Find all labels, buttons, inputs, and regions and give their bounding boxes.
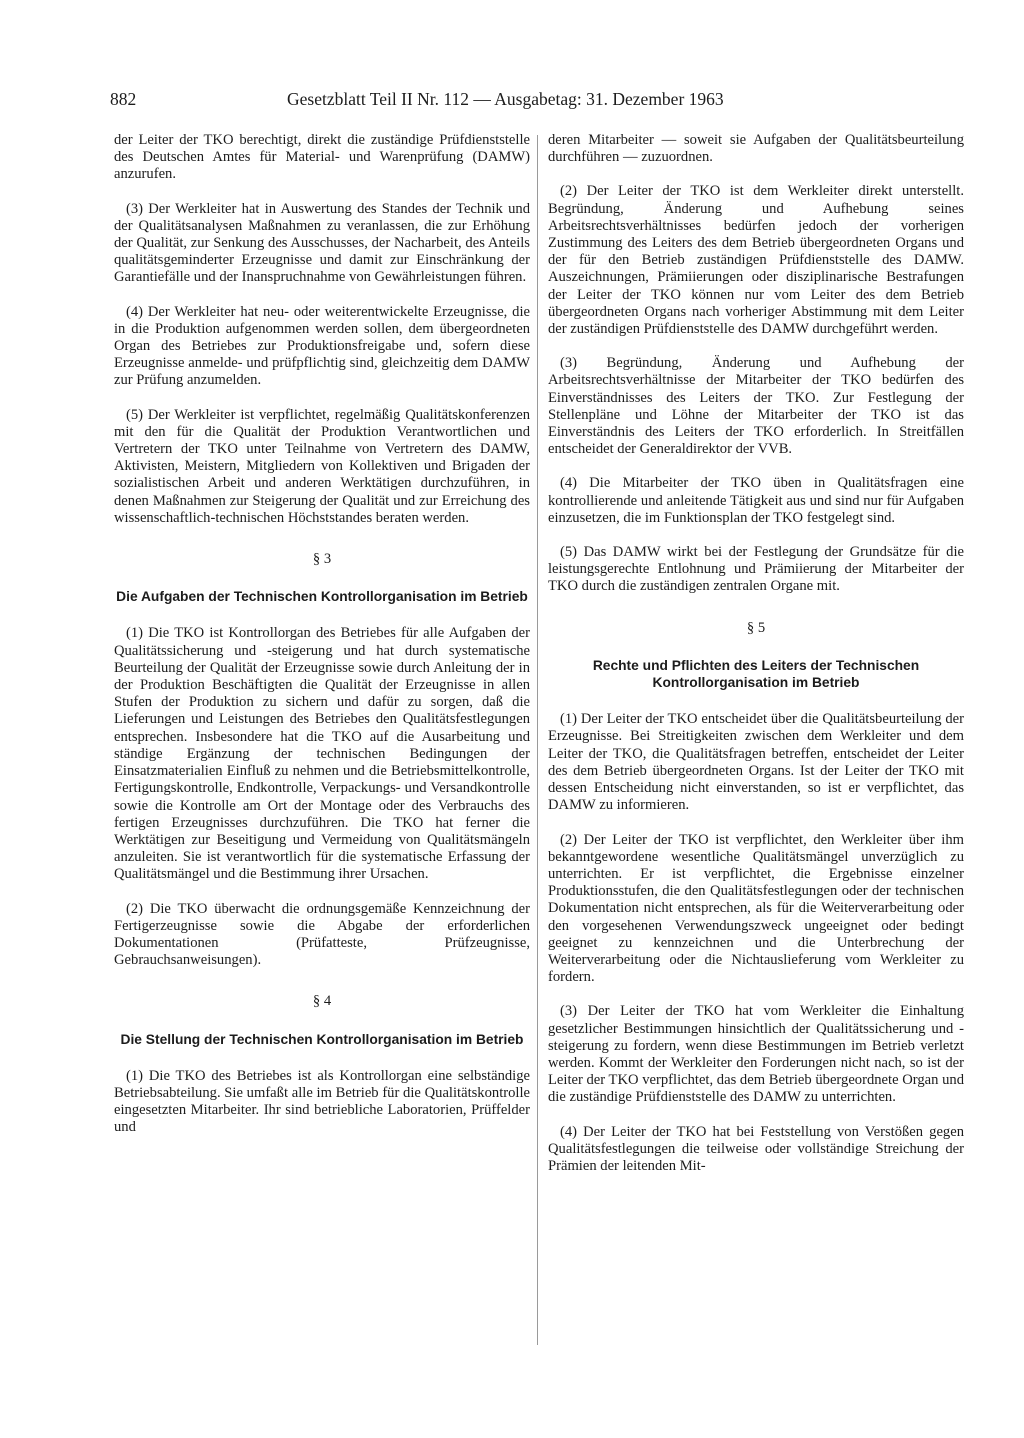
paragraph: (4) Der Leiter der TKO hat bei Feststellung von Verstößen gegen Qualitätsfestlegungen die teilweise oder vollständige Streichung der Prämien der leitenden Mit- xyxy=(548,1123,964,1174)
paragraph: (2) Die TKO überwacht die ordnungsgemäße Kennzeichnung der Fertigerzeugnisse sowie die Abgabe der erforderlichen Dokumentationen (Prüfatteste, Prüfzeugnisse, Gebrauchsanweisungen). xyxy=(114,900,530,969)
section-number: § 4 xyxy=(312,993,332,1010)
paragraph: (3) Der Werkleiter hat in Auswertung des Standes der Technik und der Qualitätsanalysen Maßnahmen zu veranlassen, die zur Erhöhung der Qualität, zur Senkung des Ausschusses, der Nacharbeit, des Anteils qualitätsgeminderter Erzeugnisse und damit zur Einschränkung der Garantiefälle und der Inanspruchnahme von Gewährleistungen führen. xyxy=(114,200,530,286)
paragraph: (3) Begründung, Änderung und Aufhebung der Arbeitsrechtsverhältnisse der Mitarbeiter der TKO bedürfen des Einverständnisses des Leiters der TKO. Zur Festlegung der Stellenpläne und Löhne der Mitarbeiter der TKO ist das Einverständnis des Leiters der TKO erforderlich. In Streitfällen entscheidet der Generaldirektor der VVB. xyxy=(548,355,964,458)
paragraph: deren Mitarbeiter — soweit sie Aufgaben der Qualitätsbeurteilung durchführen — zuzuordnen. xyxy=(548,132,964,166)
paragraph: (5) Das DAMW wirkt bei der Festlegung der Grundsätze für die leistungsgerechte Entlohnung und Prämiierung der Mitarbeiter der TKO durch die zuständigen zentralen Organe mit. xyxy=(548,544,964,595)
paragraph: (2) Der Leiter der TKO ist dem Werkleiter direkt unterstellt. Begründung, Änderung und Aufhebung seines Arbeitsrechtsverhältnisses bedürfen jedoch der vorherigen Zustimmung des Leiters des dem Betrieb übergeordneten Organs und der für den Betrieb zuständigen Prüfdienststelle des DAMW. Auszeichnungen, Prämiierungen oder disziplinarische Bestrafungen der Leiter der TKO können nur vom Leiter des dem Betrieb übergeordneten Organs nach vorheriger Abstimmung mit dem Leiter der zuständigen Prüfdienststelle des DAMW durchgeführt werden. xyxy=(548,183,964,338)
column-divider xyxy=(537,135,538,1345)
paragraph: (5) Der Werkleiter ist verpflichtet, regelmäßig Qualitätskonferenzen mit den für die Qualität der Produktion Verantwortlichen und Vertretern der TKO unter Teilnahme von Vertretern des DAMW, Aktivisten, Meistern, Mitgliedern von Kollektiven und Brigaden der sozialistischen Arbeit und anderen Werktätigen durchzuführen, in denen Maßnahmen zur Steigerung der Qualität und zur Erreichung des wissenschaftlich-technischen Höchststandes beraten werden. xyxy=(114,406,530,526)
paragraph: (1) Die TKO ist Kontrollorgan des Betriebes für alle Aufgaben der Qualitätssicherung und -steigerung und hat durch systematische Beurteilung der Qualität der Erzeugnisse sowie durch Anleitung der in der Produktion Beschäftigten die Qualität der Erzeugnisse in allen Stufen der Produktion zu sichern und dafür zu sorgen, daß die Lieferungen und Leistungen des Betriebes den Qualitätsfestlegungen entsprechen. Insbesondere hat die TKO auf die Ausarbeitung und ständige Ergänzung der technischen Bedingungen der Einsatzmaterialien Einfluß zu nehmen und die Betriebsmittelkontrolle, Fertigungskontrolle, Endkontrolle, Verpackungs- und Versandkontrolle sowie die Kontrolle am Ort der Montage oder des Verbrauchs des fertigen Erzeugnisses durchzuführen. Die TKO hat ferner die Werktätigen zur Beseitigung und Vermeidung von Qualitätsmängeln anzuleiten. Sie ist verantwortlich für die systematische Erfassung der Qualitätsmängel und die Bestimmung ihrer Ursachen. xyxy=(114,625,530,883)
paragraph: (2) Der Leiter der TKO ist verpflichtet, den Werkleiter über ihm bekanntgewordene wesentliche Qualitätsmängel unverzüglich zu unterrichten. Er ist verpflichtet, die Ergebnisse einzelner Produktionsstufen, die den Qualitätsfestlegungen oder der technischen Dokumentation nicht entsprechen, als für die Weiterverarbeitung oder den vorgesehenen Verwendungszweck ungeeignet oder bedingt geeignet zu kennzeichnen und die Unterbrechung der Weiterverarbeitung oder die Nichtauslieferung vom Werkleiter zu fordern. xyxy=(548,831,964,986)
paragraph: (4) Die Mitarbeiter der TKO üben in Qualitätsfragen eine kontrollierende und anleitende Tätigkeit aus und sind nur für Aufgaben einzusetzen, die im Funktionsplan der TKO festgelegt sind. xyxy=(548,475,964,526)
right-column xyxy=(548,132,964,1192)
section-heading: Die Aufgaben der Technischen Kontrollorganisation im Betrieb xyxy=(116,589,528,605)
section-number: § 3 xyxy=(312,551,332,568)
header-title: Gesetzblatt Teil II Nr. 112 — Ausgabetag: 31. Dezember 1963 xyxy=(287,89,724,109)
section-heading: Rechte und Pflichten des Leiters der Technischen Kontrollorganisation im Betrieb xyxy=(592,657,920,691)
paragraph: (1) Die TKO des Betriebes ist als Kontrollorgan eine selbständige Betriebsabteilung. Sie umfaßt alle im Betrieb für die Qualitätskontrolle eingesetzten Mitarbeiter. Ihr sind betriebliche Laboratorien, Prüffelder und xyxy=(114,1067,530,1136)
section-number: § 5 xyxy=(746,619,766,636)
page-number: 882 xyxy=(110,89,137,109)
paragraph: (4) Der Werkleiter hat neu- oder weiterentwickelte Erzeugnisse, die in die Produktion aufgenommen werden sollen, dem übergeordneten Organ des Betriebes zur Produktionsfreigabe und, sofern diese Erzeugnisse anmelde- und prüfpflichtig sind, gleichzeitig dem DAMW zur Prüfung anzumelden. xyxy=(114,303,530,389)
paragraph: der Leiter der TKO berechtigt, direkt die zuständige Prüfdienststelle des Deutschen Amtes für Material- und Warenprüfung (DAMW) anzurufen. xyxy=(114,132,530,183)
left-column xyxy=(114,132,530,1154)
paragraph: (1) Der Leiter der TKO entscheidet über die Qualitätsbeurteilung der Erzeugnisse. Bei Streitigkeiten zwischen dem Werkleiter und dem Leiter der TKO, die Qualitätsfragen betreffen, entscheidet der Leiter des dem Betrieb übergeordneten Organs. Ist der Leiter der TKO mit dessen Entscheidung nicht einverstanden, so ist er verpflichtet, das DAMW zu informieren. xyxy=(548,711,964,814)
section-heading: Die Stellung der Technischen Kontrollorganisation im Betrieb xyxy=(120,1031,524,1047)
paragraph: (3) Der Leiter der TKO hat vom Werkleiter die Einhaltung gesetzlicher Bestimmungen hinsichtlich der Qualitätssicherung und -steigerung zu fordern, wenn diese Bestimmungen im Betrieb verletzt werden. Kommt der Werkleiter den Forderungen nicht nach, so ist der Leiter der TKO verpflichtet, das dem Betrieb übergeordnete Organ und die zuständige Prüfdienststelle des DAMW zu unterrichten. xyxy=(548,1003,964,1106)
